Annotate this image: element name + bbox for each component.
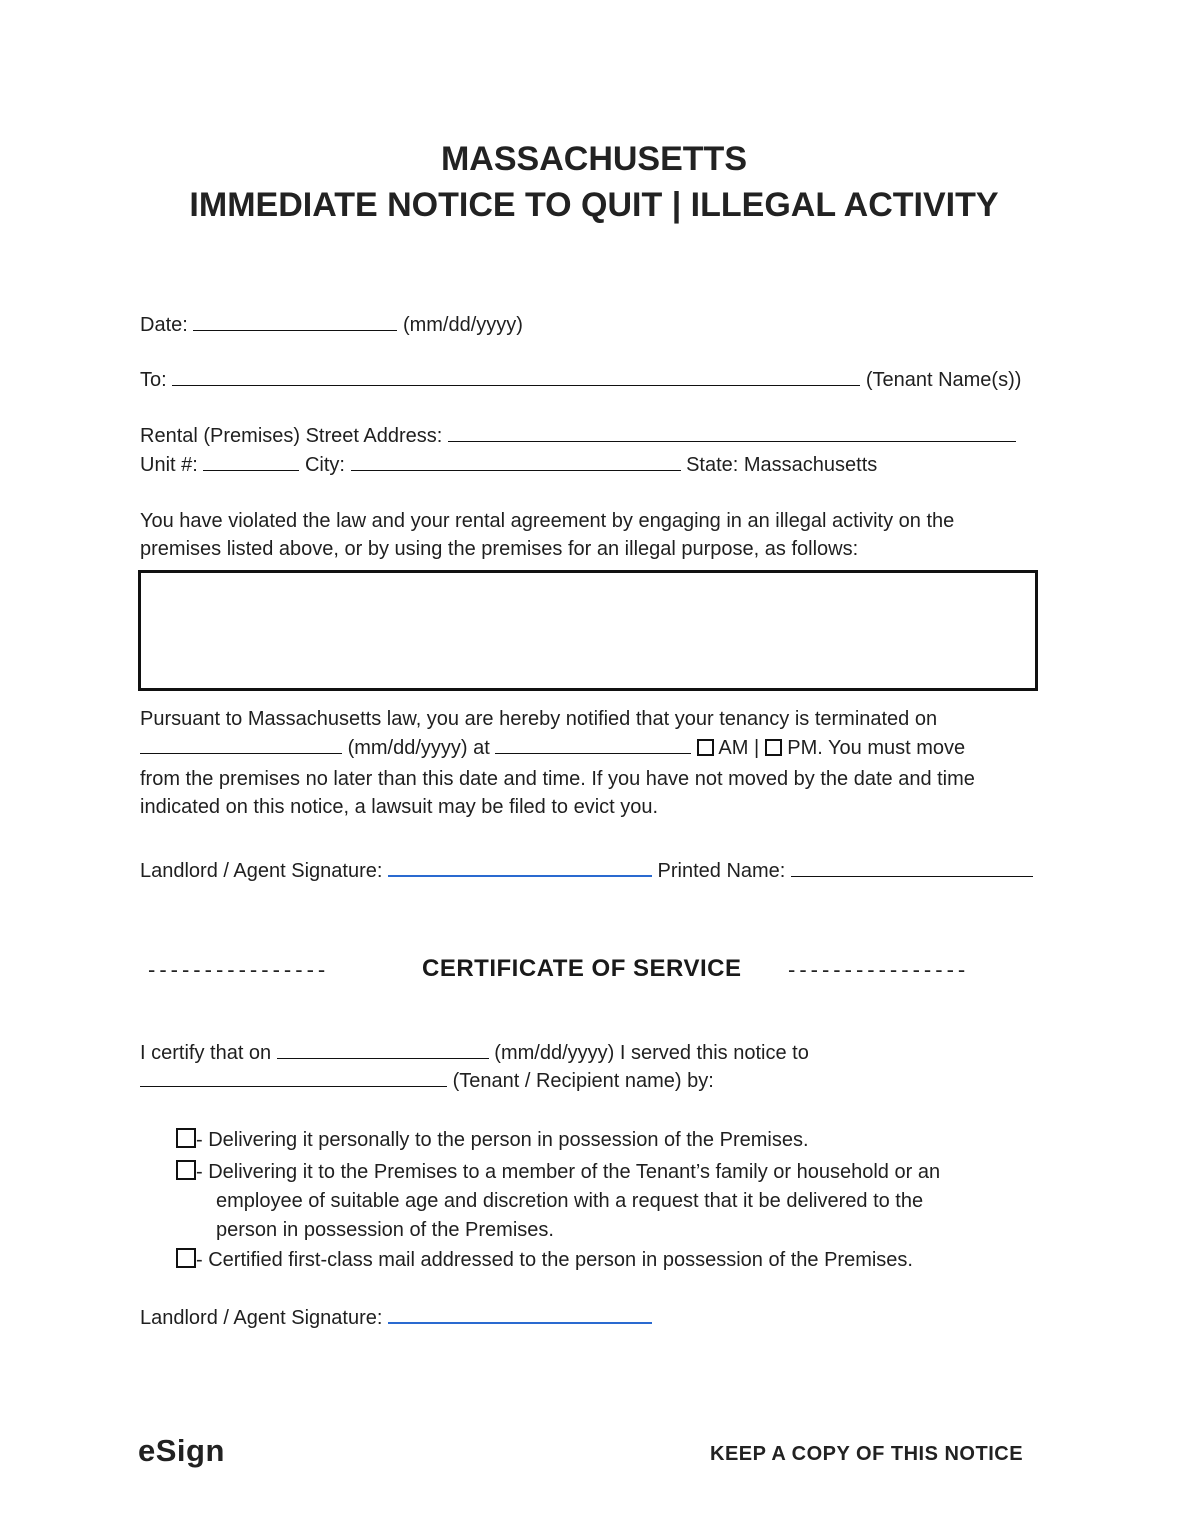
state-label: State: Massachusetts	[686, 454, 878, 476]
recipient-name-field[interactable]	[140, 1086, 447, 1087]
termination-date-hint: (mm/dd/yyyy) at	[347, 737, 490, 759]
certificate-dashes-right: ----------------	[788, 957, 970, 982]
to-row	[140, 369, 1021, 392]
am-label: AM |	[718, 737, 760, 759]
date-field[interactable]	[193, 330, 397, 331]
termination-date-field[interactable]	[140, 753, 342, 754]
tenant-name-field[interactable]	[172, 385, 860, 386]
date-label: Date:	[140, 314, 188, 336]
street-address-field[interactable]	[448, 441, 1016, 442]
signature-row	[140, 860, 1033, 883]
service-option-2-cont-2: person in possession of the Premises.	[216, 1219, 554, 1241]
violation-line-2: premises listed above, or by using the premises for an illegal purpose, as follows:	[140, 538, 859, 560]
recipient-row	[140, 1070, 714, 1093]
city-label: City:	[304, 454, 345, 476]
pm-label: PM. You must move	[787, 737, 966, 759]
document-state-title: MASSACHUSETTS	[440, 140, 748, 178]
termination-time-field[interactable]	[495, 753, 691, 754]
landlord-signature-field[interactable]	[388, 875, 652, 877]
service-option-2-cont-1: employee of suitable age and discretion with a request that it be delivered to the	[216, 1190, 924, 1212]
service-option-1	[176, 1128, 809, 1152]
certificate-signature-field[interactable]	[388, 1322, 652, 1324]
unit-field[interactable]	[203, 470, 299, 471]
certificate-signature-row	[140, 1307, 652, 1330]
recipient-hint: (Tenant / Recipient name) by:	[452, 1070, 714, 1092]
option-mail-checkbox[interactable]	[176, 1248, 196, 1268]
termination-line-4: indicated on this notice, a lawsuit may be filed to evict you.	[140, 796, 659, 818]
violation-description-box[interactable]	[138, 570, 1038, 691]
certificate-title: CERTIFICATE OF SERVICE	[422, 955, 742, 982]
address-row	[140, 425, 1016, 448]
unit-label: Unit #:	[140, 454, 198, 476]
termination-line-1: Pursuant to Massachusetts law, you are hereby notified that your tenancy is terminated on	[140, 708, 938, 730]
landlord-signature-label: Landlord / Agent Signature:	[140, 860, 383, 882]
service-date-field[interactable]	[277, 1058, 489, 1059]
option-mail-label: - Certified first-class mail addressed to the person in possession of the Premises.	[196, 1249, 913, 1271]
termination-line-3: from the premises no later than this date and time. If you have not moved by the date and time	[140, 768, 975, 790]
violation-line-1: You have violated the law and your rental agreement by engaging in an illegal activity on the	[140, 510, 955, 532]
to-label: To:	[140, 369, 167, 391]
option-personal-checkbox[interactable]	[176, 1128, 196, 1148]
city-field[interactable]	[351, 470, 681, 471]
printed-name-field[interactable]	[791, 876, 1033, 877]
date-row	[140, 314, 523, 337]
certify-hint: (mm/dd/yyyy) I served this notice to	[494, 1042, 809, 1064]
option-household-checkbox[interactable]	[176, 1160, 196, 1180]
certify-label: I certify that on	[140, 1042, 272, 1064]
certificate-dashes-left: ----------------	[148, 957, 330, 982]
pm-checkbox[interactable]	[765, 739, 782, 756]
document-title: IMMEDIATE NOTICE TO QUIT | ILLEGAL ACTIVITY	[189, 186, 999, 224]
certificate-signature-label: Landlord / Agent Signature:	[140, 1307, 383, 1329]
date-hint: (mm/dd/yyyy)	[402, 314, 523, 336]
esign-logo: eSign	[138, 1433, 225, 1468]
printed-name-label: Printed Name:	[657, 860, 786, 882]
tenant-name-hint: (Tenant Name(s))	[865, 369, 1022, 391]
keep-copy-notice: KEEP A COPY OF THIS NOTICE	[710, 1443, 1024, 1465]
unit-city-row	[140, 454, 877, 477]
option-personal-label: - Delivering it personally to the person in possession of the Premises.	[196, 1129, 809, 1151]
termination-date-row	[140, 737, 965, 760]
option-household-label: - Delivering it to the Premises to a member of the Tenant’s family or household or an	[196, 1161, 941, 1183]
am-checkbox[interactable]	[697, 739, 714, 756]
service-option-3	[176, 1248, 913, 1272]
address-label: Rental (Premises) Street Address:	[140, 425, 443, 447]
certify-row	[140, 1042, 809, 1065]
service-option-2	[176, 1160, 940, 1184]
